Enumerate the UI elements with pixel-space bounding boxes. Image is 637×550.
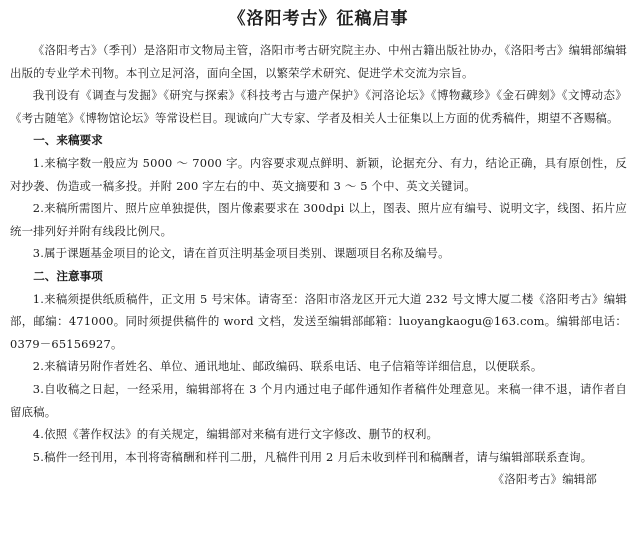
- intro-paragraph: 我刊设有《调查与发掘》《研究与探索》《科技考古与遗产保护》《河洛论坛》《博物藏珍》《金石碑刻》《文博动态》《考古随笔》《博物馆论坛》等常设栏目。现诚向广大专家、学者及相关人士征集以上方面的优秀稿件，期望不吝赐稿。: [10, 88, 627, 125]
- notice-title: 《洛阳考古》征稿启事: [228, 9, 409, 29]
- intro-paragraph: 《洛阳考古》（季刊）是洛阳市文物局主管，洛阳市考古研究院主办、中州古籍出版社协办，《洛阳考古》编辑部编辑出版的专业学术刊物。本刊立足河洛，面向全国，以繁荣学术研究、促进学术交流为宗旨。: [10, 43, 627, 80]
- note-item: 2.来稿请另附作者姓名、单位、通讯地址、邮政编码、联系电话、电子信箱等详细信息，以便联系。: [32, 359, 543, 374]
- note-item: 5.稿件一经刊用，本刊将寄稿酬和样刊二册，凡稿件刊用 2 月后未收到样刊和稿酬者，请与编辑部联系查询。: [32, 449, 593, 464]
- note-item: 4.依照《著作权法》的有关规定，编辑部对来稿有进行文字修改、删节的权利。: [32, 427, 439, 442]
- requirement-item: 1.来稿字数一般应为 5000 ～ 7000 字。内容要求观点鲜明、新颖，论据充分、有力，结论正确，具有原创性，反对抄袭、伪造或一稿多投。并附 200 字左右的中、英文摘要和 3 ～ 5 个中、英文关键词。: [10, 155, 627, 193]
- note-item: 3.自收稿之日起，一经采用，编辑部将在 3 个月内通过电子邮件通知作者稿件处理意见。来稿一律不退，请作者自留底稿。: [10, 381, 627, 419]
- editorial-signature: 《洛阳考古》编辑部: [492, 472, 597, 487]
- requirement-item: 3.属于课题基金项目的论文，请在首页注明基金项目类别、课题项目名称及编号。: [32, 246, 450, 261]
- note-item: 1.来稿须提供纸质稿件，正文用 5 号宋体。请寄至：洛阳市洛龙区开元大道 232 号文博大厦二楼《洛阳考古》编辑部，邮编：471000。同时须提供稿件的 word 文档，发送至编辑部邮箱：luoyangkaogu@163.com。编辑部电话：0379－65156927。: [10, 291, 627, 351]
- section-heading-requirements: 一、来稿要求: [33, 133, 103, 148]
- requirement-item: 2.来稿所需图片、照片应单独提供，图片像素要求在 300dpi 以上，图表、照片应有编号、说明文字，线图、拓片应统一排列好并附有线段比例尺。: [10, 201, 627, 238]
- section-heading-notes: 二、注意事项: [33, 268, 103, 283]
